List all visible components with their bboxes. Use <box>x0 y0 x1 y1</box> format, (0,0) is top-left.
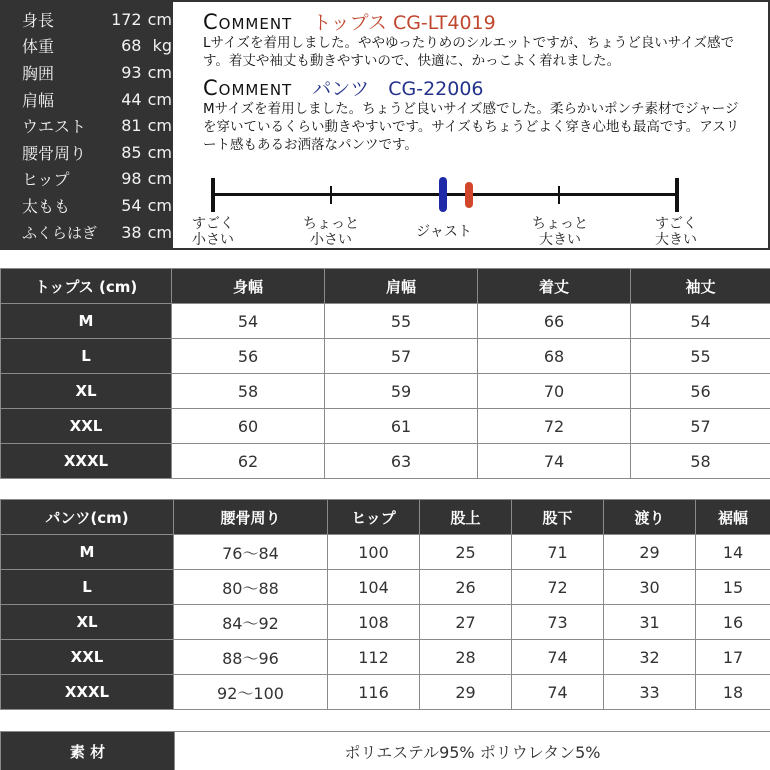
table-cell: 62 <box>172 444 325 479</box>
table-cell: 73 <box>512 605 604 640</box>
scale-label-very-large: すごく 大きい <box>655 216 697 248</box>
column-header: 股上 <box>420 500 512 535</box>
measurement-unit: cm <box>147 195 172 215</box>
measurement-unit: cm <box>147 9 172 29</box>
column-header: 着丈 <box>478 269 631 304</box>
table-cell: 76〜84 <box>174 535 328 570</box>
material-row <box>1 732 770 770</box>
table-cell: 66 <box>478 304 631 339</box>
comment-rest: OMMENT <box>218 81 293 99</box>
comment-rest: OMMENT <box>218 15 293 33</box>
measurement-value: 85 <box>121 142 142 162</box>
size-label: XL <box>1 374 172 409</box>
measurement-value: 38 <box>121 222 142 242</box>
measurement-value: 68 <box>121 36 142 56</box>
table-cell: 70 <box>478 374 631 409</box>
model-row <box>0 33 172 60</box>
column-header: 渡り <box>604 500 696 535</box>
scale-label-just: ジャスト <box>416 224 472 240</box>
size-label: M <box>1 304 172 339</box>
table-row <box>1 535 770 570</box>
comment-initial: C <box>203 10 219 34</box>
table-row <box>1 374 770 409</box>
tops-comment-body: Lサイズを着用しました。ややゆったりめのシルエットですが、ちょうど良いサイズ感です。着丈や袖丈も動きやすいので、快適に、かっこよく着れました。 <box>203 35 735 69</box>
table-cell: 17 <box>696 640 770 675</box>
table-cell: 27 <box>420 605 512 640</box>
comment-heading-tops <box>203 8 768 34</box>
table-row <box>1 304 770 339</box>
size-label: XL <box>1 605 174 640</box>
tops-size-table <box>0 268 770 479</box>
table-cell: 56 <box>172 339 325 374</box>
table-cell: 31 <box>604 605 696 640</box>
scale-label-very-small: すごく 小さい <box>192 216 234 248</box>
table-cell: 72 <box>478 409 631 444</box>
table-cell: 72 <box>512 570 604 605</box>
table-cell: 55 <box>631 339 770 374</box>
table-cell: 25 <box>420 535 512 570</box>
table-cell: 104 <box>328 570 420 605</box>
table-cell: 100 <box>328 535 420 570</box>
table-cell: 54 <box>631 304 770 339</box>
table-header-row <box>1 500 770 535</box>
measurement-label: ウエスト <box>22 117 87 137</box>
table-cell: 29 <box>604 535 696 570</box>
pants-fit-marker <box>439 177 447 212</box>
table-cell: 56 <box>631 374 770 409</box>
table-row <box>1 605 770 640</box>
table-cell: 30 <box>604 570 696 605</box>
column-header: ヒップ <box>328 500 420 535</box>
table-cell: 57 <box>631 409 770 444</box>
table-cell: 54 <box>172 304 325 339</box>
table-cell: 32 <box>604 640 696 675</box>
model-row <box>0 59 172 86</box>
column-header: 身幅 <box>172 269 325 304</box>
model-row <box>0 112 172 139</box>
table-cell: 108 <box>328 605 420 640</box>
measurement-unit: cm <box>147 222 172 242</box>
fit-scale <box>143 170 738 248</box>
column-header: 股下 <box>512 500 604 535</box>
measurement-label: ふくらはぎ <box>22 223 98 242</box>
measurement-label: 身長 <box>22 10 55 30</box>
column-header: 裾幅 <box>696 500 770 535</box>
material-label: 素 材 <box>1 732 175 770</box>
table-cell: 15 <box>696 570 770 605</box>
scale-label-slightly-small: ちょっと 小さい <box>303 216 359 248</box>
measurement-label: 胸囲 <box>22 63 55 83</box>
pants-comment-body: Mサイズを着用しました。ちょうど良いサイズ感でした。柔らかいポンチ素材でジャージを穿いているくらい動きやすいです。サイズもちょうどよく穿き心地も最高です。アスリート感もあるお洒落なパンツです。 <box>203 101 740 153</box>
table-cell: 84〜92 <box>174 605 328 640</box>
measurement-unit: kg <box>147 36 172 56</box>
column-header: 肩幅 <box>325 269 478 304</box>
measurement-label: 体重 <box>22 37 55 57</box>
column-header: パンツ(cm) <box>1 500 174 535</box>
tick-very-small <box>211 178 215 212</box>
table-cell: 63 <box>325 444 478 479</box>
pants-product-title: パンツ CG-22006 <box>312 78 484 100</box>
table-cell: 58 <box>172 374 325 409</box>
scale-label-slightly-large: ちょっと 大きい <box>532 216 588 248</box>
size-label: XXXL <box>1 444 172 479</box>
comment-heading-pants <box>203 74 768 100</box>
table-cell: 57 <box>325 339 478 374</box>
table-cell: 112 <box>328 640 420 675</box>
size-label: L <box>1 570 174 605</box>
size-label: XXXL <box>1 675 174 710</box>
table-cell: 16 <box>696 605 770 640</box>
table-cell: 28 <box>420 640 512 675</box>
size-label: M <box>1 535 174 570</box>
tick-slightly-large <box>558 186 560 204</box>
comments-panel <box>173 2 768 248</box>
table-cell: 74 <box>512 640 604 675</box>
measurement-value: 81 <box>121 116 142 136</box>
tops-product-title: トップス CG-LT4019 <box>312 12 496 34</box>
measurement-value: 172 <box>111 9 142 29</box>
model-row <box>0 6 172 33</box>
table-cell: 55 <box>325 304 478 339</box>
table-row <box>1 444 770 479</box>
measurement-label: 肩幅 <box>22 90 55 110</box>
measurement-unit: cm <box>147 169 172 189</box>
table-cell: 92〜100 <box>174 675 328 710</box>
table-row <box>1 675 770 710</box>
material-table <box>0 731 770 770</box>
comment-word <box>203 76 292 100</box>
model-row <box>0 139 172 166</box>
measurement-value: 98 <box>121 169 142 189</box>
table-row <box>1 409 770 444</box>
table-cell: 68 <box>478 339 631 374</box>
comment-word <box>203 10 292 34</box>
table-cell: 71 <box>512 535 604 570</box>
table-cell: 58 <box>631 444 770 479</box>
column-header: 袖丈 <box>631 269 770 304</box>
comment-initial: C <box>203 76 219 100</box>
table-row <box>1 570 770 605</box>
table-cell: 74 <box>512 675 604 710</box>
table-cell: 61 <box>325 409 478 444</box>
table-row <box>1 640 770 675</box>
table-cell: 59 <box>325 374 478 409</box>
measurement-unit: cm <box>147 142 172 162</box>
measurement-unit: cm <box>147 89 172 109</box>
model-row <box>0 86 172 113</box>
table-cell: 74 <box>478 444 631 479</box>
measurement-value: 54 <box>121 195 142 215</box>
table-row <box>1 339 770 374</box>
table-header-row <box>1 269 770 304</box>
table-cell: 33 <box>604 675 696 710</box>
measurement-label: 太もも <box>22 196 71 216</box>
size-label: L <box>1 339 172 374</box>
table-cell: 14 <box>696 535 770 570</box>
measurement-unit: cm <box>147 116 172 136</box>
tick-very-large <box>675 178 679 212</box>
table-cell: 88〜96 <box>174 640 328 675</box>
table-cell: 60 <box>172 409 325 444</box>
size-label: XXL <box>1 640 174 675</box>
table-cell: 29 <box>420 675 512 710</box>
table-cell: 80〜88 <box>174 570 328 605</box>
table-cell: 18 <box>696 675 770 710</box>
material-value: ポリエステル95% ポリウレタン5% <box>175 732 770 770</box>
measurement-value: 93 <box>121 62 142 82</box>
model-info-panel <box>0 0 770 250</box>
tick-slightly-small <box>330 186 332 204</box>
measurement-value: 44 <box>121 89 142 109</box>
measurement-label: 腰骨周り <box>22 143 87 163</box>
table-cell: 116 <box>328 675 420 710</box>
measurement-unit: cm <box>147 62 172 82</box>
pants-size-table <box>0 499 770 710</box>
column-header: トップス (cm) <box>1 269 172 304</box>
column-header: 腰骨周り <box>174 500 328 535</box>
table-cell: 26 <box>420 570 512 605</box>
tops-fit-marker <box>465 182 473 208</box>
size-label: XXL <box>1 409 172 444</box>
measurement-label: ヒップ <box>22 170 70 190</box>
